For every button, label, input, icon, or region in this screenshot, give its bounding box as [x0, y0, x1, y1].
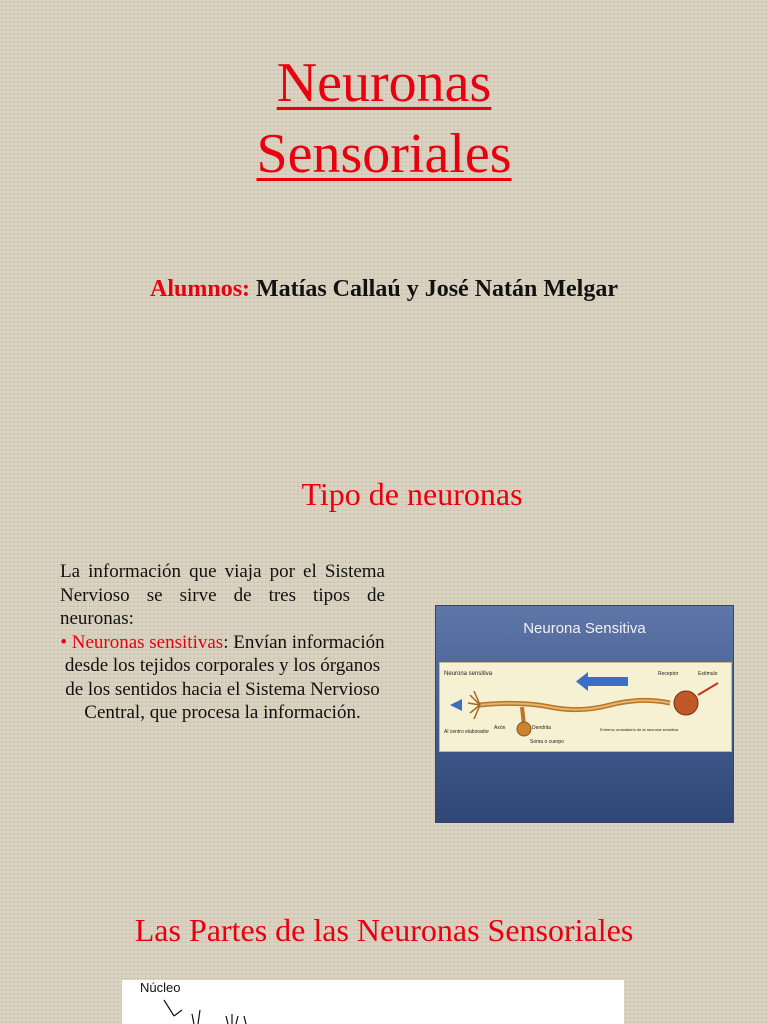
- authors: [0, 276, 768, 303]
- label-axon: Axón: [494, 725, 506, 731]
- output-arrow: [450, 699, 462, 711]
- section-heading-partes: Las Partes de las Neuronas Sensoriales: [134, 912, 634, 948]
- label-receptor: Receptor: [658, 671, 679, 677]
- title-line-1: Neuronas: [276, 52, 492, 114]
- parts-figure: [122, 980, 624, 1024]
- authors-names: Matías Callaú y José Natán Melgar: [256, 276, 618, 302]
- label-soma: Soma o cuerpo: [530, 739, 564, 745]
- label-to-cns: Al centro elaborador: [444, 729, 490, 735]
- receptor-shape: [674, 691, 698, 715]
- dendrite-sketch: [192, 1010, 246, 1024]
- bullet-term: Neuronas sensitivas: [71, 631, 224, 653]
- section-heading-tipo: Tipo de neuronas: [301, 476, 523, 512]
- title-line-2: Sensoriales: [256, 123, 512, 185]
- label-neuron: Neurona sensitiva: [444, 671, 493, 677]
- nucleus-pointer-line: [164, 1000, 182, 1016]
- neuron-figure: [436, 606, 733, 822]
- label-dendrite: Dendrita: [532, 725, 551, 731]
- body-text: [60, 560, 385, 725]
- authors-label: Alumnos:: [150, 276, 251, 302]
- direction-arrow: [588, 677, 628, 686]
- label-stimulus: Estímulo: [698, 671, 718, 677]
- bullet-marker: •: [60, 631, 67, 653]
- stimulus-arrow: [698, 683, 718, 695]
- soma-shape: [517, 722, 531, 736]
- nucleus-label: Núcleo: [140, 980, 181, 995]
- axon-shape: [480, 700, 670, 709]
- axon-terminal-shape: [468, 691, 480, 719]
- neuron-diagram: [439, 662, 732, 752]
- label-ending: Extremo ondulatorio de la neurona sensitiva: [600, 727, 679, 732]
- bullet-text: : Envían información desde los tejidos corporales y los órganos de los sentidos hacia el Sistema Nervioso Central, que procesa la información.: [64, 631, 385, 723]
- intro-paragraph: La información que viaja por el Sistema Nervioso se sirve de tres tipos de neuronas:: [60, 561, 385, 629]
- figure-title: Neurona Sensitiva: [523, 620, 646, 637]
- bullet-item: [60, 631, 385, 725]
